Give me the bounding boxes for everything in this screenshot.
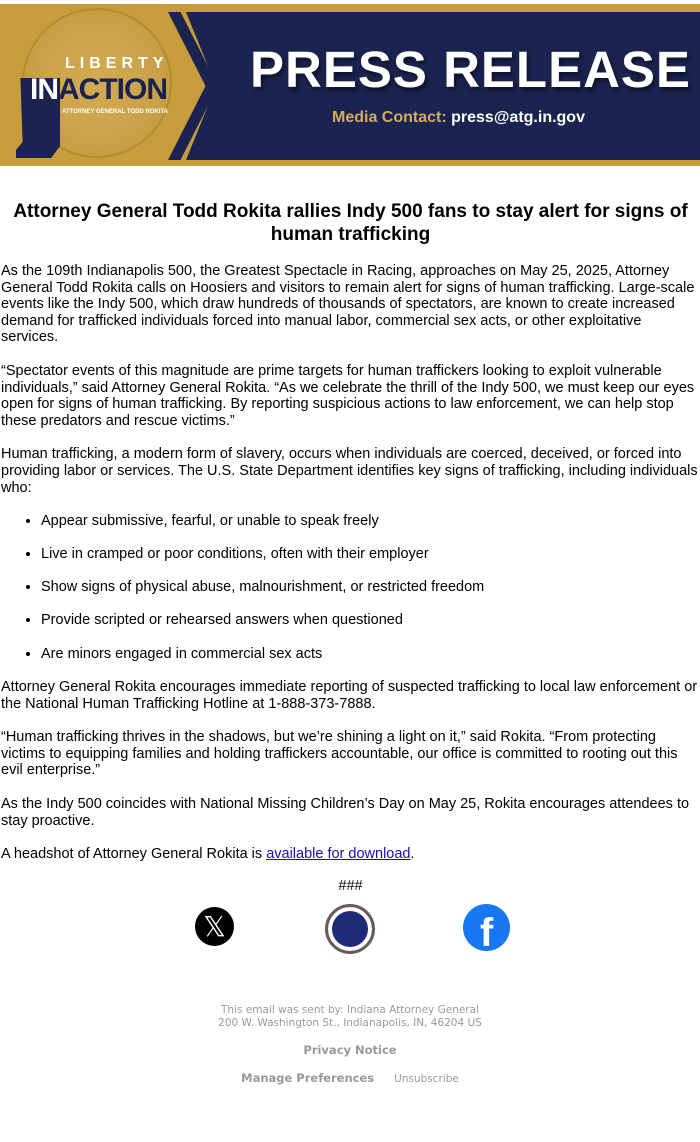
manage-preferences-link[interactable]: Manage Preferences — [241, 1070, 375, 1085]
privacy-notice-link[interactable]: Privacy Notice — [303, 1042, 397, 1057]
list-item: • Live in cramped or poor conditions, often with their employer — [41, 546, 700, 563]
paragraph: “Human trafficking thrives in the shadows, but we’re shining a light on it,” said Rokita. “From protecting victims to equipping families and holding traffickers accountable, our office is committed to rooting out this evil enterprise.” — [1, 729, 678, 779]
paragraph: As the 109th Indianapolis 500, the Greatest Spectacle in Racing, approaches on May 25, 2025, Attorney General Todd Rokita calls on Hoosiers and visitors to remain alert for signs of human trafficking. Large-scale events like the Indy 500, which draw hundreds of thousands of spectators, are known to create increased demand for trafficked individuals forced into manual labor, commercial sex acts, or other exploitative services. — [1, 263, 695, 346]
email-footer — [0, 1004, 700, 1086]
list-item: • Are minors engaged in commercial sex acts — [41, 646, 700, 663]
logo-liberty: LIBERTY — [65, 55, 169, 72]
paragraph: As the Indy 500 coincides with National Missing Children’s Day on May 25, Rokita encourages attendees to stay proactive. — [1, 796, 690, 829]
end-mark: ### — [338, 877, 363, 894]
headline: Attorney General Todd Rokita rallies Indy 500 fans to stay alert for signs of human trafficking — [13, 201, 688, 245]
attorney-general-seal-icon[interactable] — [325, 904, 375, 954]
list-item: • Appear submissive, fearful, or unable to speak freely — [41, 513, 700, 530]
headshot-paragraph: A headshot of Attorney General Rokita is available for download. — [1, 846, 415, 863]
social-links — [0, 894, 700, 1004]
sent-by: This email was sent by: Indiana Attorney General — [221, 1003, 479, 1016]
unsubscribe-link[interactable]: Unsubscribe — [394, 1072, 459, 1085]
logo-subtitle: ATTORNEY GENERAL TODD ROKITA — [62, 109, 169, 115]
address: 200 W. Washington St., Indianapolis, IN, 46204 US — [218, 1016, 482, 1029]
download-headshot-link[interactable]: available for download — [266, 846, 411, 863]
logo-inaction: INACTION — [30, 73, 167, 106]
paragraph: Human trafficking, a modern form of slavery, occurs when individuals are coerced, deceived, or forced into providing labor or services. The U.S. State Department identifies key signs of trafficking, including individuals who: — [1, 446, 698, 496]
paragraph: “Spectator events of this magnitude are prime targets for human traffickers looking to exploit vulnerable individuals,” said Attorney General Rokita. “As we celebrate the thrill of the Indy 500, we must keep our eyes open for signs of human trafficking. By reporting suspicious actions to law enforcement, we can help stop these predators and rescue victims.” — [1, 362, 695, 429]
list-item: • Provide scripted or rehearsed answers when questioned — [41, 612, 700, 629]
x-twitter-icon[interactable]: 𝕏 — [195, 907, 234, 946]
paragraph: Attorney General Rokita encourages immediate reporting of suspected trafficking to local law enforcement or the National Human Trafficking Hotline at 1-888-373-7888. — [1, 679, 698, 712]
press-release-banner — [0, 0, 700, 166]
facebook-icon[interactable]: f — [463, 904, 510, 951]
media-contact-email[interactable]: press@atg.in.gov — [451, 109, 585, 126]
media-contact: Media Contact: press@atg.in.gov — [332, 109, 585, 126]
banner-title: PRESS RELEASE — [250, 41, 691, 98]
trafficking-signs-list — [41, 513, 700, 662]
press-release-body — [0, 200, 700, 894]
list-item: • Show signs of physical abuse, malnourishment, or restricted freedom — [41, 579, 700, 596]
